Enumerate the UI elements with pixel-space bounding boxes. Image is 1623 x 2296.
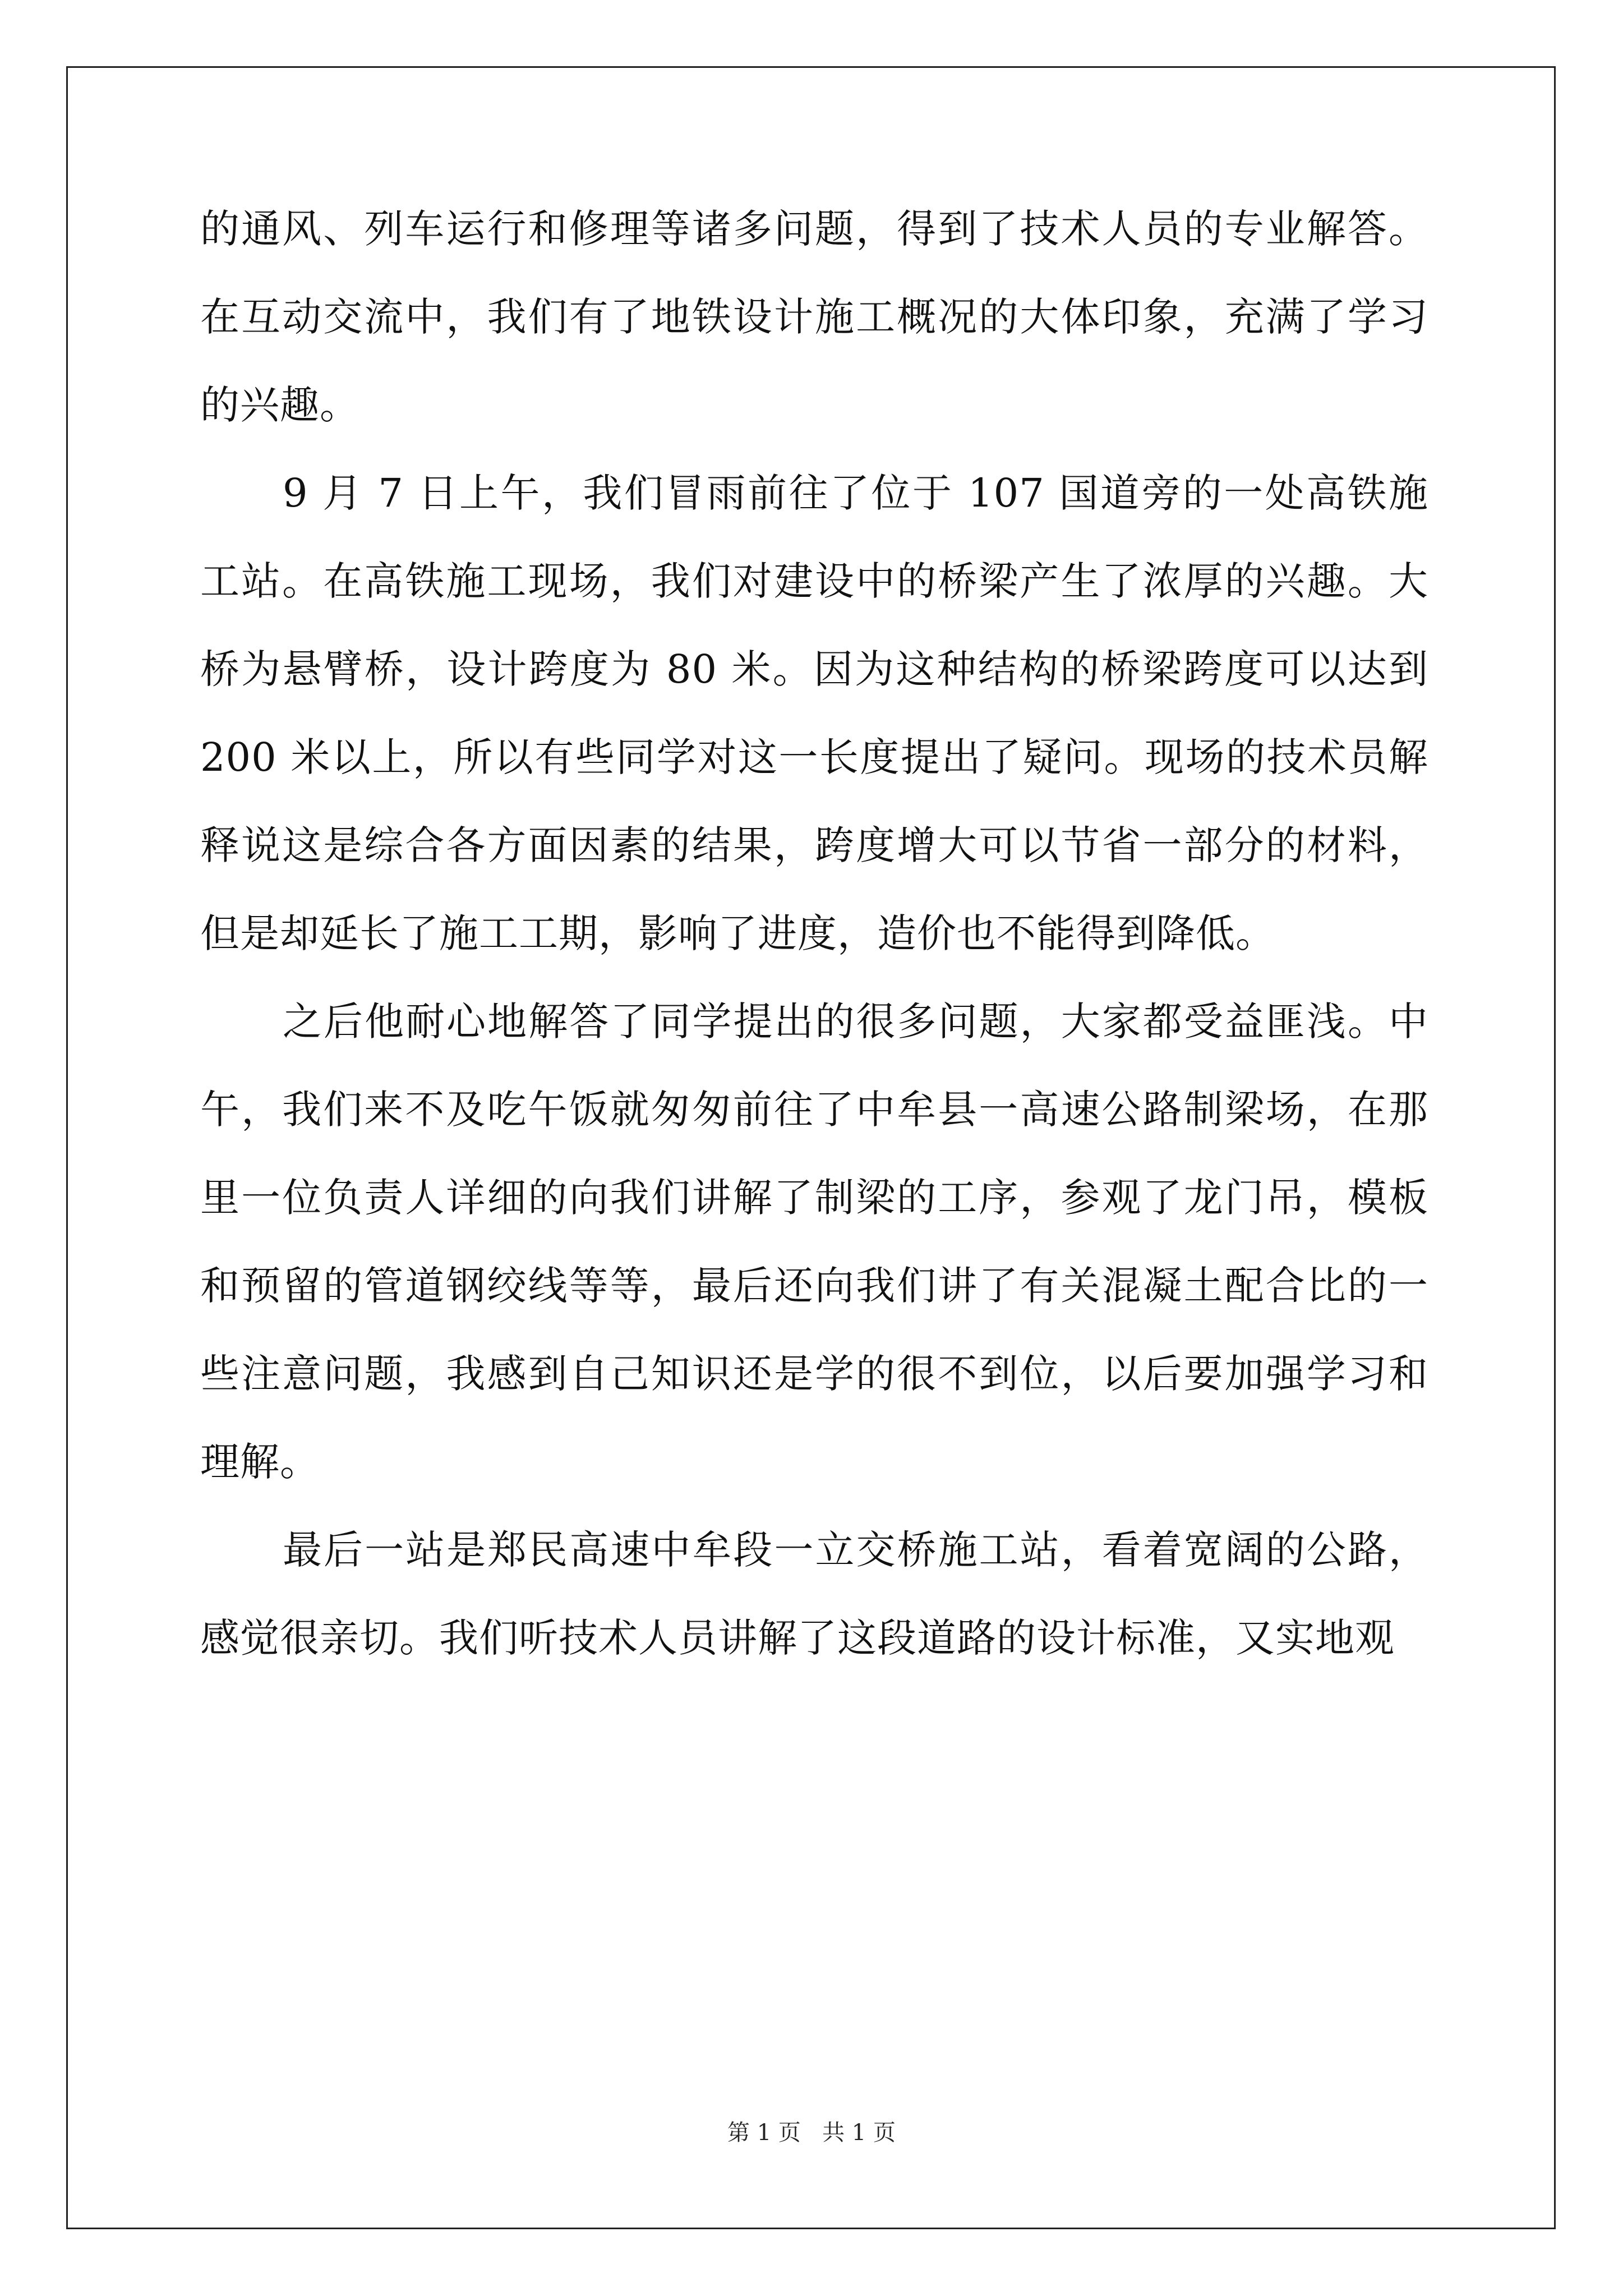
paragraph-2: 9 月 7 日上午，我们冒雨前往了位于 107 国道旁的一处高铁施工站。在高铁施工现场，我们对建设中的桥梁产生了浓厚的兴趣。大桥为悬臂桥，设计跨度为 80 米。因为这种结构的桥梁跨度可以达到 200 米以上，所以有些同学对这一长度提出了疑问。现场的技术员解释说这是综合各方面因素的结果，跨度增大可以节省一部分的材料，但是却延长了施工工期，影响了进度，造价也不能得到降低。	[200, 470, 1428, 956]
paragraph-4: 最后一站是郑民高速中牟段一立交桥施工站，看着宽阔的公路，感觉很亲切。我们听技术人员讲解了这段道路的设计标准，又实地观	[200, 1527, 1428, 1661]
document-body	[200, 185, 1428, 1682]
paragraph-1: 的通风、列车运行和修理等诸多问题，得到了技术人员的专业解答。在互动交流中，我们有了地铁设计施工概况的大体印象，充满了学习的兴趣。	[200, 206, 1428, 428]
paragraph-3: 之后他耐心地解答了同学提出的很多问题，大家都受益匪浅。中午，我们来不及吃午饭就匆匆前往了中牟县一高速公路制梁场，在那里一位负责人详细的向我们讲解了制梁的工序，参观了龙门吊，模板和预留的管道钢绞线等等，最后还向我们讲了有关混凝土配合比的一些注意问题，我感到自己知识还是学的很不到位，以后要加强学习和理解。	[200, 999, 1428, 1485]
page-number-footer: 第 1 页 共 1 页	[727, 2120, 896, 2146]
